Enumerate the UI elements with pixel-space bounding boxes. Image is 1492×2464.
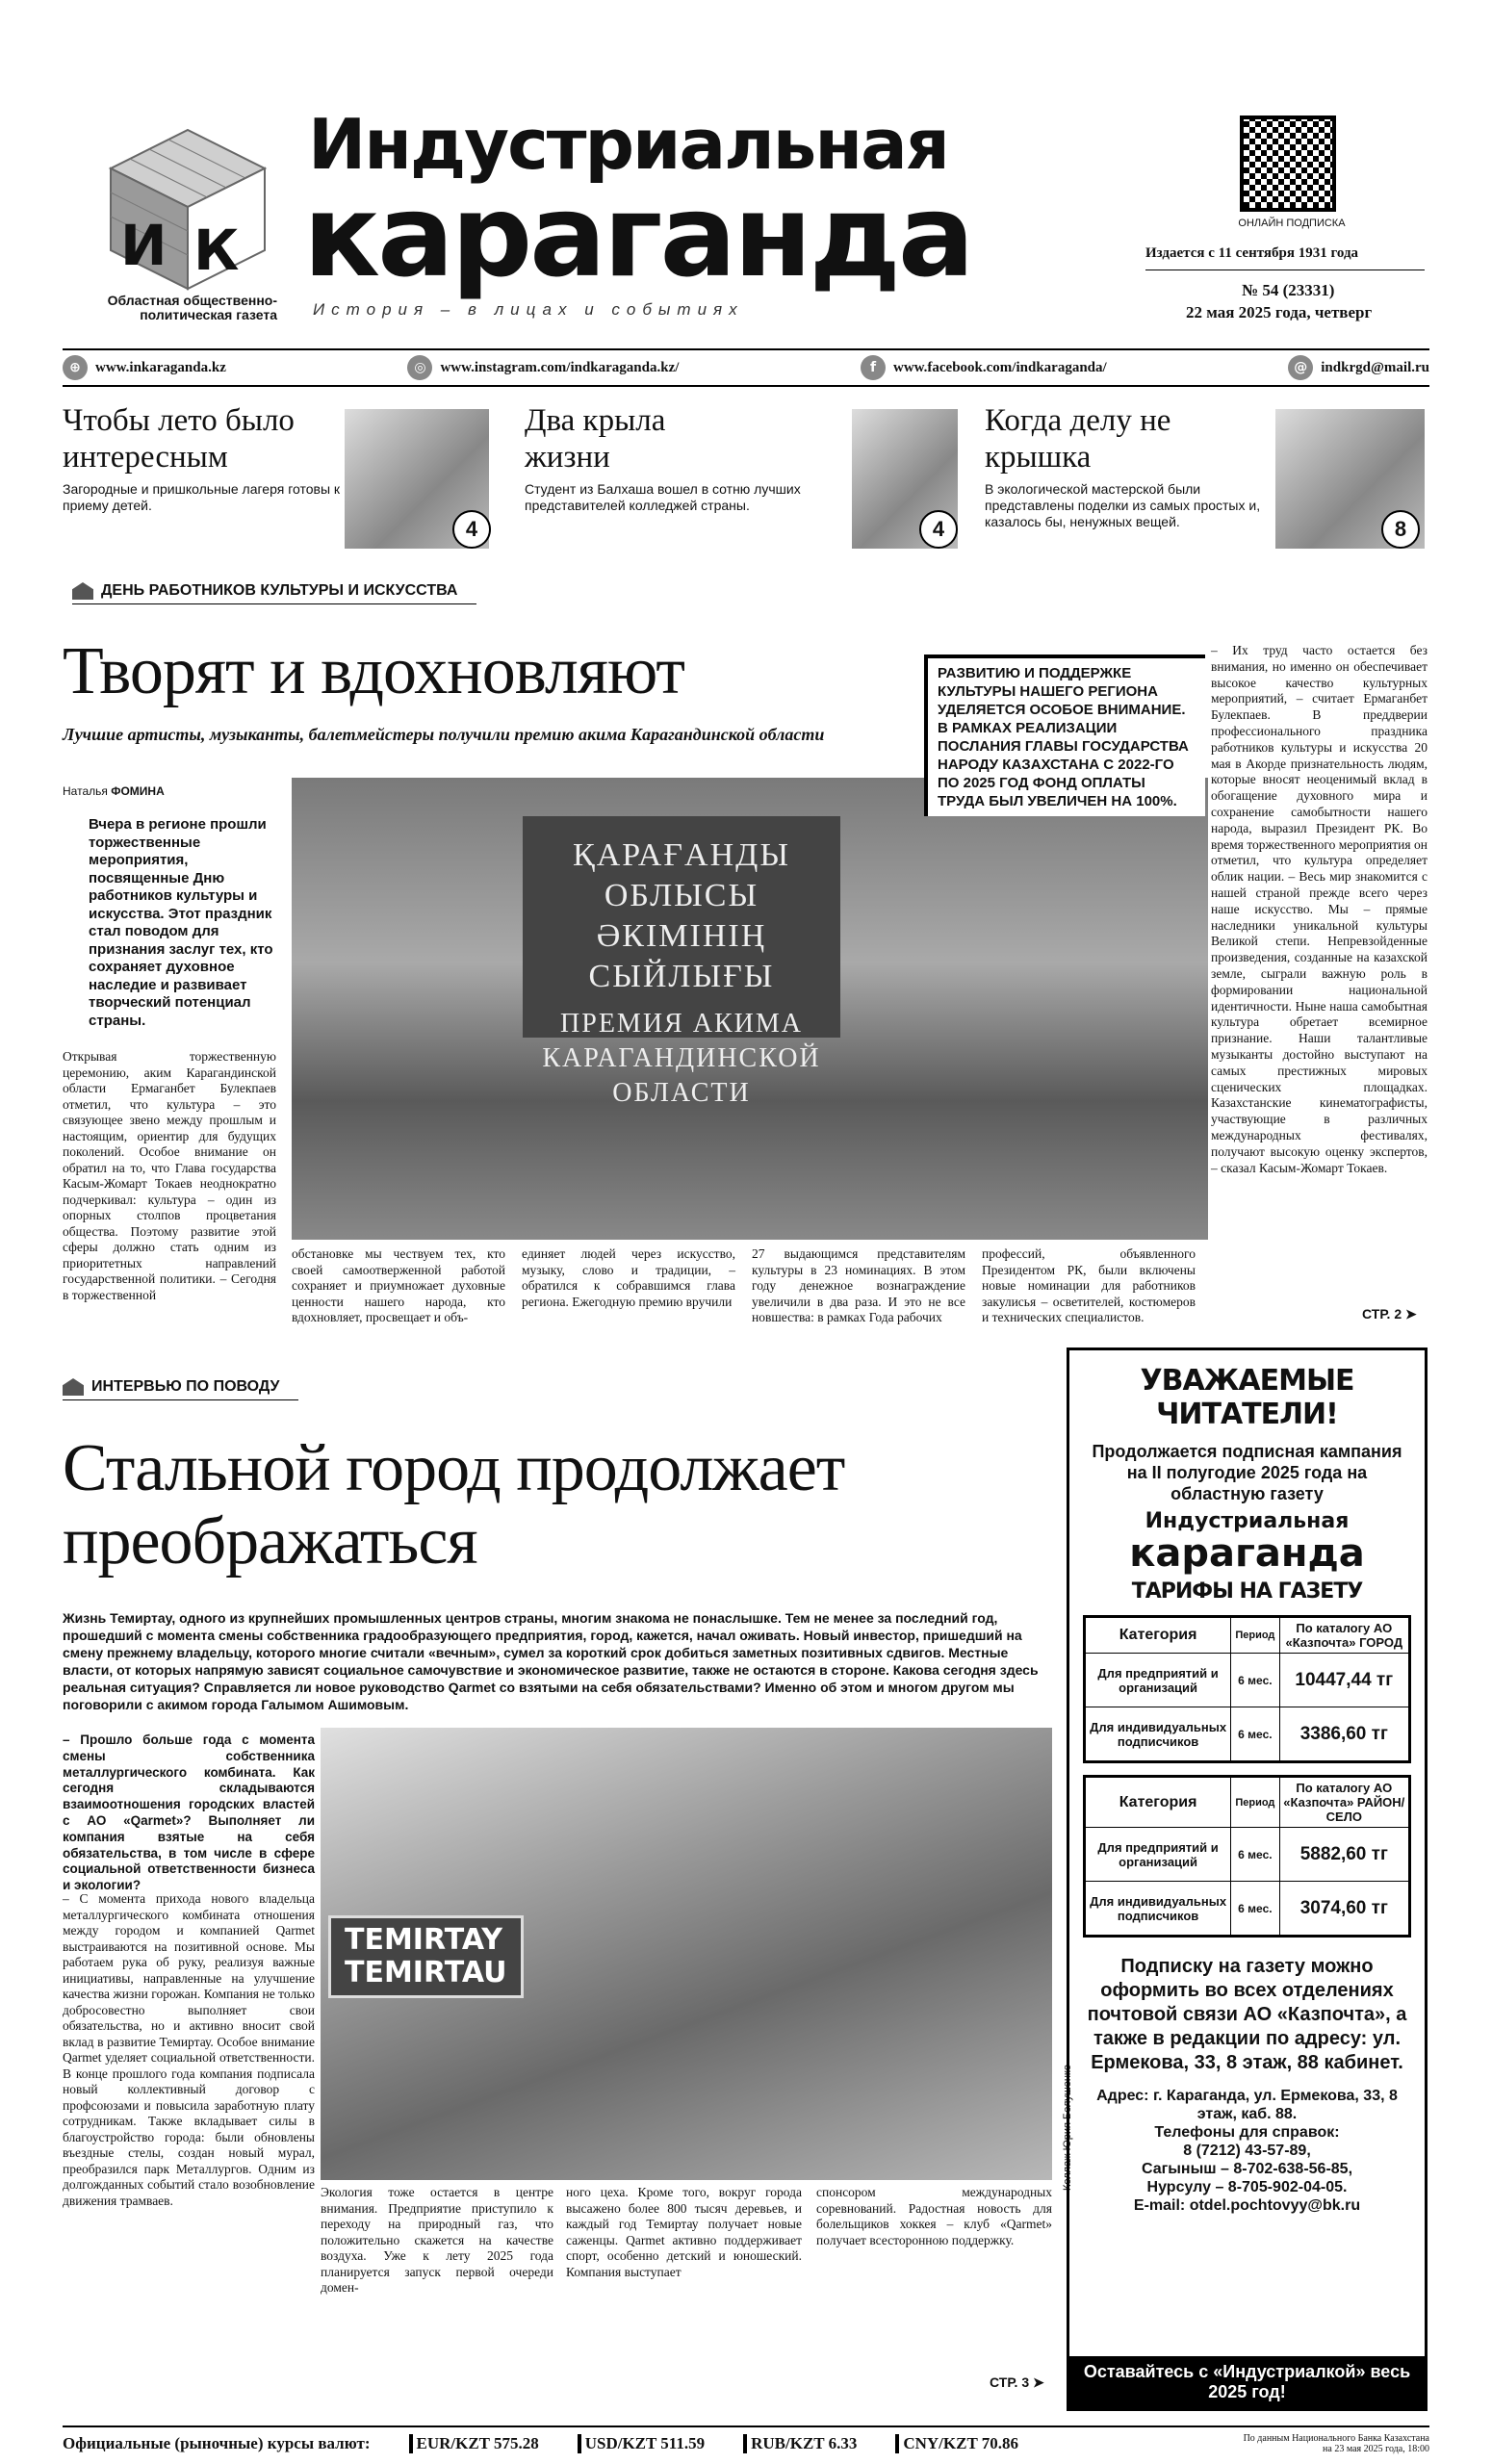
subscription-ad <box>1067 1348 1428 2411</box>
table-row <box>1086 1828 1409 1882</box>
continued-link[interactable]: СТР. 2 ➤ <box>1362 1306 1417 1322</box>
tariffs-title: ТАРИФЫ НА ГАЗЕТУ <box>1131 1579 1363 1604</box>
teaser-text: Студент из Балхаша вошел в сотню лучших представителей колледжей страны. <box>525 481 801 513</box>
ad-address: Адрес: г. Караганда, ул. Ермекова, 33, 8 этаж, каб. 88. <box>1096 2088 1398 2122</box>
article-column: профессий, объявленного Президентом РК, были включены новые номинации для работников закулисья – осветителей, костюмеров и технических специалистов. <box>982 1246 1196 1324</box>
banner-ru-text: ПРЕМИЯ АКИМА КАРАГАНДИНСКОЙ ОБЛАСТИ <box>542 1009 821 1108</box>
table-cell: Для индивидуальных подписчиков <box>1086 1882 1231 1936</box>
currency-rates-bar <box>63 2426 1429 2454</box>
ad-logo-line2: караганда <box>1129 1531 1365 1576</box>
table-cell: 3386,60 тг <box>1279 1707 1408 1761</box>
teaser-text: Загородные и пришкольные лагеря готовы к приему детей. <box>63 481 341 513</box>
rate-usd: USD/KZT 511.59 <box>578 2434 705 2453</box>
table-cell: 6 мес. <box>1231 1654 1279 1707</box>
article-column: Открывая торжественную церемонию, аким Карагандинской области Ермаганбет Булекпаев отметил, что культура – это связующее звено между прошлым и настоящим, ориентир для будущих поколений. Особое внимание он обратил на то, что Глава государства Касым-Жомарт Токаев неоднократно подчеркивал: культура – один из опорных столпов процветания общества. Поэтому развитие этой сферы должно стать одним из приоритетных направлений государственной политики. – Сегодня в торжественной <box>63 1049 276 1302</box>
svg-text:К: К <box>193 218 240 283</box>
teaser-page-badge[interactable]: 8 <box>1381 510 1420 549</box>
ad-heading: УВАЖАЕМЫЕ ЧИТАТЕЛИ! <box>1140 1364 1354 1431</box>
facebook-icon: f <box>861 355 886 380</box>
section-label-text: ДЕНЬ РАБОТНИКОВ КУЛЬТУРЫ И ИСКУССТВА <box>101 582 458 599</box>
interview-question: – Прошло больше года с момента смены собственника металлургического комбината. Как сегодня складываются взаимоотношения городских властей с АО «Qarmet»? Выполняет ли компания взятые на себя обязательства, в том числе в сфере социальной ответственности бизнеса и экологии? <box>63 1732 315 1893</box>
rate-cny: CNY/KZT 70.86 <box>895 2434 1018 2453</box>
svg-text:И: И <box>120 213 167 278</box>
building-icon <box>63 1378 84 1396</box>
author-first-name: Наталья <box>63 784 108 798</box>
pull-quote: РАЗВИТИЮ И ПОДДЕРЖКЕ КУЛЬТУРЫ НАШЕГО РЕГИОНА УДЕЛЯЕТСЯ ОСОБОЕ ВНИМАНИЕ. В РАМКАХ РЕАЛИЗАЦИИ ПОСЛАНИЯ ГЛАВЫ ГОСУДАРСТВА НАРОДУ КАЗАХСТАНА С 2022-ГО ПО 2025 ГОД ФОНД ОПЛАТЫ ТРУДА БЫЛ УВЕЛИЧЕН НА 100%. <box>924 654 1205 816</box>
table-header: По каталогу АО «Казпочта» ГОРОД <box>1279 1618 1408 1654</box>
article-column: ного цеха. Кроме того, вокруг города высажено более 800 тысяч деревьев, и каждый год Темиртау получает новые саженцы. Qarmet активно поддерживает спорт, особенно детский и юношеский. Компания выступает <box>566 2185 802 2279</box>
teaser-title[interactable]: Два крыла жизни <box>525 403 666 475</box>
table-row <box>1086 1882 1409 1936</box>
author-byline <box>63 784 165 798</box>
masthead-tagline: История – в лицах и событиях <box>313 300 744 319</box>
qr-code-icon[interactable] <box>1240 116 1336 212</box>
author-last-name: ФОМИНА <box>111 784 165 798</box>
ad-logo <box>1069 1510 1425 1574</box>
table-cell: 5882,60 тг <box>1279 1828 1408 1882</box>
masthead-caption: Областная общественно-политическая газета <box>107 293 277 322</box>
photo-credit: Коллаж Юрия Белушенко <box>1062 2065 1073 2192</box>
rate-rub: RUB/KZT 6.33 <box>743 2434 857 2453</box>
ad-email[interactable]: E-mail: otdel.pochtovyy@bk.ru <box>1133 2197 1361 2214</box>
contact-instagram-text[interactable]: www.instagram.com/indkaraganda.kz/ <box>440 359 680 375</box>
contact-email-text[interactable]: indkrgd@mail.ru <box>1321 359 1429 375</box>
logo-cube <box>101 120 274 294</box>
section-label-text: ИНТЕРВЬЮ ПО ПОВОДУ <box>91 1378 280 1395</box>
table-cell: Для предприятий и организаций <box>1086 1654 1231 1707</box>
contact-facebook[interactable] <box>861 355 1107 380</box>
article-headline[interactable] <box>63 1432 1025 1578</box>
teaser-page-badge[interactable]: 4 <box>452 510 491 549</box>
table-row <box>1086 1654 1409 1707</box>
rates-note: По данным Национального Банка Казахстана на 23 мая 2025 года, 18:00 <box>1243 2433 1429 2454</box>
article-column: – Их труд часто остается без внимания, но именно он обеспечивает высокое качество культурных мероприятий, – считает Ермаганбет Булекпаев. В преддверии профессионального праздника работников культуры и искусства 20 мая в Акорде признательность людям, которые вносят неоценимый вклад в обогащение духовного мира и сохранение самобытности нашего народа, выразил Президент РК. Во время торжественного мероприятия он отметил, что культура определяет облик нации. – Весь мир знакомится с нашей страной прежде всего через наше искусство. Мы – прямые наследники уникальной культуры Великой степи. Непревзойденные произведения, созданные на казахской земле, сыграли важную роль в формировании национальной идентичности. Ныне наша самобытная культура обретает всемирное признание. Наши талантливые музыканты достойно выступают на самых престижных мировых сценических площадках. Казахстанские кинематографисты, участвующие в различных международных фестивалях, получают высокую оценку экспертов, – сказал Касым-Жомарт Токаев. <box>1211 643 1428 1175</box>
continued-link[interactable]: СТР. 3 ➤ <box>990 2374 1044 2390</box>
ad-phone: Нурсулу – 8-705-902-04-05. <box>1146 2179 1348 2195</box>
teaser-title[interactable]: Чтобы лето было интересным <box>63 403 295 475</box>
contact-website-text[interactable]: www.inkaraganda.kz <box>95 359 226 375</box>
contact-email[interactable] <box>1288 355 1429 380</box>
ad-phones-title: Телефоны для справок: <box>1154 2124 1340 2141</box>
section-label <box>72 582 476 604</box>
table-cell: 6 мес. <box>1231 1882 1279 1936</box>
issue-number: № 54 (23331) <box>1242 281 1335 299</box>
table-header: Категория <box>1086 1778 1231 1828</box>
qr-label: ОНЛАЙН ПОДПИСКА <box>1238 218 1346 229</box>
table-cell: 6 мес. <box>1231 1828 1279 1882</box>
city-sign <box>328 1915 524 1998</box>
temirtau-collage-photo[interactable] <box>321 1728 1073 2192</box>
ad-phone: 8 (7212) 43-57-89, <box>1183 2143 1311 2159</box>
headline-line1: Стальной город продолжает <box>63 1431 845 1505</box>
ad-subscribe-text: Подписку на газету можно оформить во всех отделениях почтовой связи АО «Казпочта», а также в редакции по адресу: ул. Ермекова, 33, 8 этаж, 88 кабинет. <box>1087 1956 1407 2073</box>
article-column: спонсором международных соревнований. Радостная новость для болельщиков хоккея – клуб «Qarmet» получает всесторонною поддержку. <box>816 2185 1052 2247</box>
ad-contacts <box>1091 2087 1403 2215</box>
table-cell: Для индивидуальных подписчиков <box>1086 1707 1231 1761</box>
headline-line2: преображаться <box>63 1504 477 1578</box>
article-headline[interactable]: Творят и вдохновляют <box>63 634 684 708</box>
table-header: Период <box>1231 1618 1279 1654</box>
teaser-text: В экологической мастерской были представлены поделки из самых простых и, казалось бы, ненужных вещей. <box>985 481 1261 529</box>
table-header: Период <box>1231 1778 1279 1828</box>
ad-phone: Сагыныш – 8-702-638-56-85, <box>1141 2161 1353 2177</box>
contact-facebook-text[interactable]: www.facebook.com/indkaraganda/ <box>892 359 1107 375</box>
masthead-title-line1: Индустриальная <box>308 104 948 185</box>
building-icon <box>72 582 93 600</box>
ad-logo-line1: Индустриальная <box>1145 1509 1350 1533</box>
section-label <box>63 1378 298 1400</box>
issue-date: 22 мая 2025 года, четверг <box>1186 303 1373 321</box>
teaser-page-badge[interactable]: 4 <box>919 510 958 549</box>
ad-bottom-banner: Оставайтесь с «Индустриалкой» весь 2025 год! <box>1069 2356 1425 2408</box>
table-row <box>1086 1707 1409 1761</box>
article-column: обстановке мы чествуем тех, кто своей самоотверженной работой сохраняет и приумножает духовные ценности нашего народа, кто вдохновляет, просвещает и объ- <box>292 1246 505 1324</box>
tariff-table-city <box>1083 1615 1411 1763</box>
rates-label: Официальные (рыночные) курсы валют: <box>63 2434 371 2452</box>
table-cell: 10447,44 тг <box>1279 1654 1408 1707</box>
globe-icon: ⊕ <box>63 355 88 380</box>
teaser-title[interactable]: Когда делу не крышка <box>985 403 1171 475</box>
article-column: единяет людей через искусство, музыку, слово и традиции, – обратился к собравшимся глава региона. Ежегодную премию вручили <box>522 1246 735 1309</box>
banner-kz-text: ҚАРАҒАНДЫ ОБЛЫСЫ ӘКІМІНІҢ СЫЙЛЫҒЫ <box>573 837 790 994</box>
table-header: По каталогу АО «Казпочта» РАЙОН/СЕЛО <box>1279 1778 1408 1828</box>
table-cell: 6 мес. <box>1231 1707 1279 1761</box>
founded-date: Издается с 11 сентября 1931 года <box>1145 245 1359 261</box>
city-sign-line1: TEMIRTAY <box>345 1923 502 1957</box>
email-icon: @ <box>1288 355 1313 380</box>
article-subhead: Лучшие артисты, музыканты, балетмейстеры получили премию акима Карагандинской области <box>63 725 825 744</box>
article-lead: Вчера в регионе прошли торжественные мероприятия, посвященные Дню работников культуры и искусства. Этот праздник стал поводом для признания заслуг тех, кто сохраняет духовное наследие и развивает творческий потенциал страны. <box>89 816 273 1029</box>
ad-campaign-text: Продолжается подписная кампания на II полугодие 2025 года на областную газету <box>1092 1442 1402 1503</box>
award-ceremony-photo[interactable] <box>292 778 1208 1240</box>
article-column: 27 выдающимся представителям культуры в 23 номинациях. В этом году денежное вознаграждение увеличили в два раза. И это не все новшества: в рамках Года рабочих <box>752 1246 965 1324</box>
instagram-icon: ◎ <box>407 355 432 380</box>
table-header: Категория <box>1086 1618 1231 1654</box>
table-cell: 3074,60 тг <box>1279 1882 1408 1936</box>
award-banner <box>523 816 840 1108</box>
contact-instagram[interactable] <box>407 355 679 380</box>
rate-eur: EUR/KZT 575.28 <box>409 2434 539 2453</box>
article-column: Экология тоже остается в центре внимания. Предприятие приступило к переходу на природный газ, что положительно скажется на качестве воздуха. Уже к лету 2025 года планируется запуск первой очереди домен- <box>321 2185 553 2295</box>
contact-website[interactable] <box>63 355 226 380</box>
city-sign-line2: TEMIRTAU <box>345 1956 507 1989</box>
contact-bar <box>63 348 1429 387</box>
table-cell: Для предприятий и организаций <box>1086 1828 1231 1882</box>
tariff-table-district <box>1083 1775 1411 1938</box>
article-intro: Жизнь Темиртау, одного из крупнейших промышленных центров страны, многим знакома не понаслышке. Тем не менее за последний год, прошедший с момента смены собственника градообразующего предприятия, город, кажется, начал оживать. Новый инвестор, пришедший на смену прежнему владельцу, которого многие считали «вечным», сумел за короткий срок добиться заметных позитивных сдвигов. Местные власти, от которых напрямую зависят социальное самочувствие и экономическое развитие, также не остаются в стороне. Какова сегодня здесь реальная ситуация? Справляется ли новое руководство Qarmet со взятыми на себя обязательствами? Именно об этом и многом другом мы поговорили с акимом города Галымом Ашимовым. <box>63 1610 1039 1712</box>
interview-answer: – С момента прихода нового владельца металлургического комбината отношения между городом и компанией Qarmet выстраиваются на позитивной основе. Мы работаем рука об руку, реализуя важные инициативы, направленные на улучшение качества жизни горожан. Компания не только добросовестно выполняет свои обязательства, но и активно вносит свой вклад в развитие Темиртау. Особое внимание Qarmet уделяет социальной ответственности. В конце прошлого года компания подписала новый коллективный договор с профсоюзами и повысила заработную плату сотрудникам. Также вкладывает силы в благоустройство города: были обновлены въездные стелы, создан новый мурал, преобразился парк Металлургов. Одним из долгожданных событий стало возобновление движения трамваев. <box>63 1891 315 2208</box>
masthead-title-line2: караганда <box>303 169 972 302</box>
